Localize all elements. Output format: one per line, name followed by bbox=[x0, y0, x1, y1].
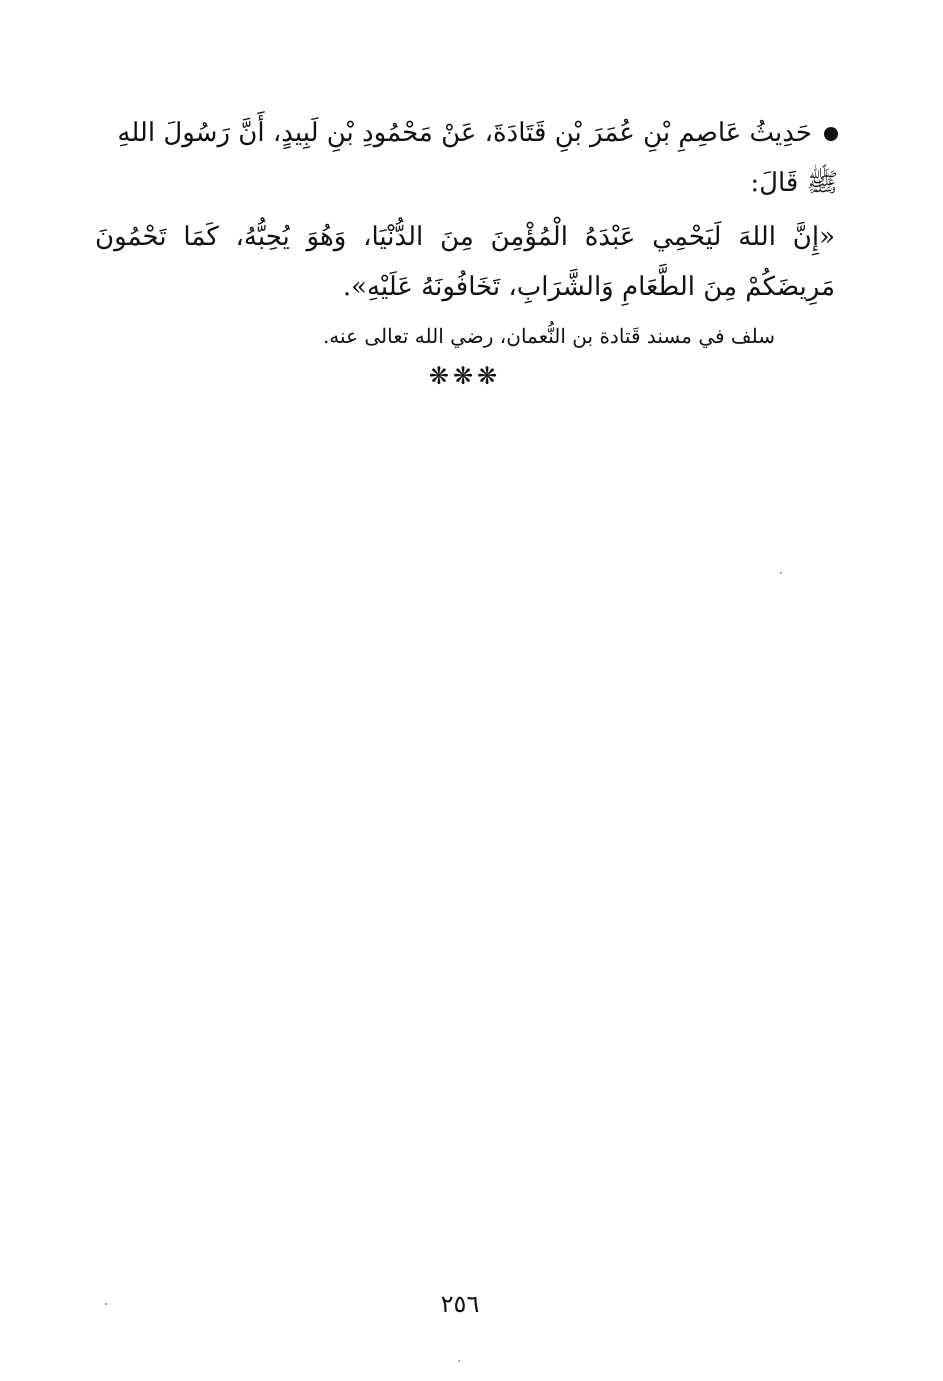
hadith-text: «إِنَّ اللهَ لَيَحْمِي عَبْدَهُ الْمُؤْمِنَ مِنَ الدُّنْيَا، وَهُوَ يُحِبُّهُ، كَمَا تَحْمُونَ مَرِيضَكُمْ مِنَ الطَّعَامِ وَالشَّرَابِ، تَخَافُونَهُ عَلَيْهِ». bbox=[95, 222, 835, 302]
bullet-icon bbox=[824, 127, 838, 141]
hadith-intro-text: حَدِيثُ عَاصِمِ بْنِ عُمَرَ بْنِ قَتَادَةَ، عَنْ مَحْمُودِ بْنِ لَبِيدٍ، أَنَّ رَسُولَ اللهِ ﷺ قَالَ: bbox=[117, 118, 838, 198]
scan-speck bbox=[458, 1360, 460, 1362]
scan-speck bbox=[105, 1303, 107, 1305]
hadith-intro bbox=[95, 108, 838, 208]
page-number: ٢٥٦ bbox=[440, 1290, 480, 1318]
scan-speck bbox=[780, 572, 782, 574]
source-note: سلف في مسند قَتادة بن النُّعمان، رضي الله تعالى عنه. bbox=[322, 324, 775, 348]
section-separator: ❋❋❋ bbox=[428, 362, 502, 390]
